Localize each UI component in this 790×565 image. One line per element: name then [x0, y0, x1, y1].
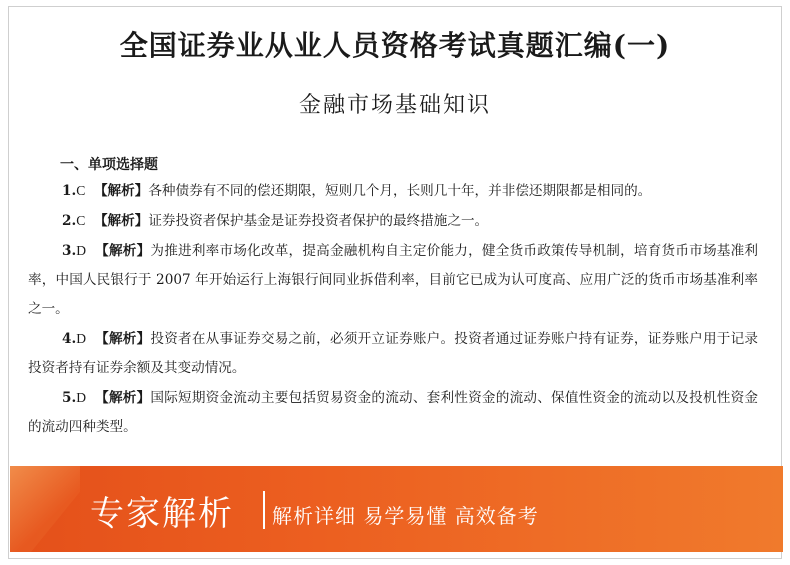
expert-analysis-banner [10, 466, 783, 552]
answer-number: 1. [62, 183, 77, 199]
answer-item [28, 383, 758, 442]
answer-number: 3. [62, 243, 77, 259]
page-border [8, 6, 782, 7]
answer-number: 2. [62, 213, 77, 229]
banner-slogan: 解析详细 易学易懂 高效备考 [272, 504, 539, 528]
analysis-text: 证券投资者保护基金是证券投资者保护的最终措施之一。 [148, 213, 489, 229]
analysis-tag: 【解析】 [95, 243, 151, 259]
analysis-text: 各种债券有不同的偿还期限，短则几个月，长则几十年，并非偿还期限都是相同的。 [148, 183, 652, 199]
answer-letter: D [76, 243, 87, 258]
banner-decoration [10, 466, 80, 552]
answer-list [28, 176, 758, 442]
answer-letter: D [76, 390, 87, 405]
answer-number: 5. [62, 390, 77, 406]
answer-item [28, 206, 758, 236]
answer-letter: C [76, 213, 86, 228]
page-divider [8, 558, 782, 559]
analysis-text: 国际短期资金流动主要包括贸易资金的流动、套利性资金的流动、保值性资金的流动以及投机性资金的流动四种类型。 [28, 390, 759, 435]
analysis-tag: 【解析】 [93, 213, 149, 229]
analysis-text: 为推进利率市场化改革，提高金融机构自主定价能力，健全货币政策传导机制，培育货币市场基准利率，中国人民银行于 2007 年开始运行上海银行间同业拆借利率，目前它已成为认可度高、应用广泛的货币市场基准利率之一。 [28, 243, 759, 317]
analysis-tag: 【解析】 [93, 183, 149, 199]
section-heading: 一、单项选择题 [60, 157, 158, 173]
banner-title: 专家解析 [90, 494, 234, 534]
answer-letter: D [76, 331, 87, 346]
analysis-tag: 【解析】 [95, 331, 151, 347]
answer-item [28, 176, 758, 206]
document-subtitle: 金融市场基础知识 [298, 93, 491, 118]
answer-item [28, 236, 758, 324]
analysis-text: 投资者在从事证券交易之前，必须开立证券账户。投资者通过证券账户持有证券，证券账户用于记录投资者持有证券余额及其变动情况。 [28, 331, 759, 376]
answer-number: 4. [62, 331, 77, 347]
banner-divider [263, 491, 265, 529]
document-title: 全国证券业从业人员资格考试真题汇编(一) [119, 29, 671, 62]
answer-letter: C [76, 183, 86, 198]
analysis-tag: 【解析】 [95, 390, 151, 406]
answer-item [28, 324, 758, 383]
